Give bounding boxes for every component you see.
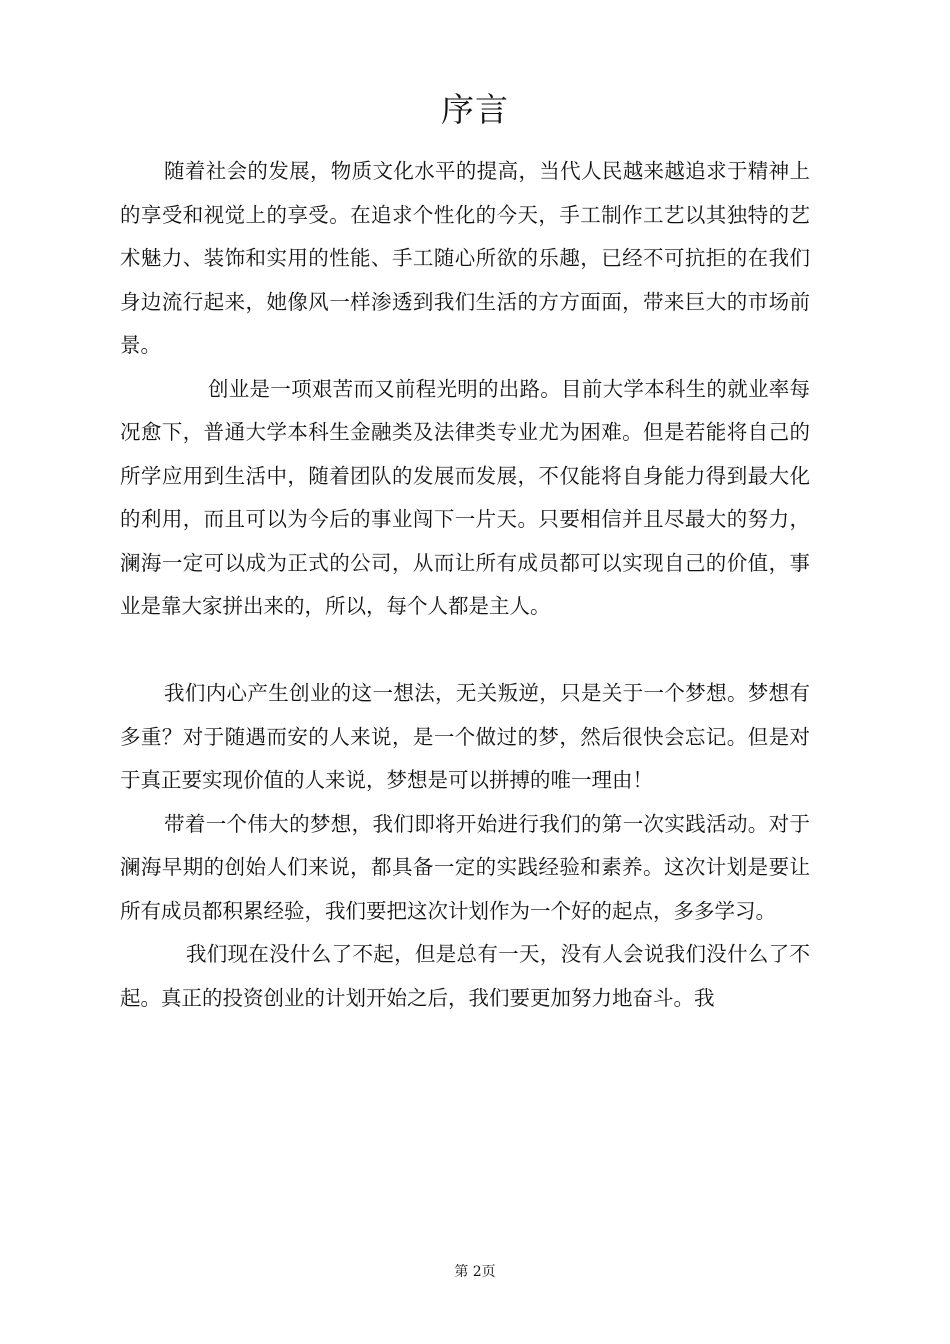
paragraph-2: 创业是一项艰苦而又前程光明的出路。目前大学本科生的就业率每况愈下，普通大学本科生金融类及法律类专业尤为困难。但是若能将自己的所学应用到生活中，随着团队的发展而发展，不仅能将自身能力得到最大化的利用，而且可以为今后的事业闯下一片天。只要相信并且尽最大的努力，澜海一定可以成为正式的公司，从而让所有成员都可以实现自己的价值，事业是靠大家拼出来的，所以，每个人都是主人。 [120,376,810,618]
page-title: 序言 [441,90,509,129]
paragraph-4: 带着一个伟大的梦想，我们即将开始进行我们的第一次实践活动。对于澜海早期的创始人们来说，都具备一定的实践经验和素养。这次计划是要让所有成员都积累经验，我们要把这次计划作为一个好的起点，多多学习。 [120,811,810,923]
paragraph-1: 随着社会的发展，物质文化水平的提高，当代人民越来越追求于精神上的享受和视觉上的享受。在追求个性化的今天，手工制作工艺以其独特的艺术魅力、装饰和实用的性能、手工随心所欲的乐趣，已经不可抗拒的在我们身边流行起来，她像风一样渗透到我们生活的方方面面，带来巨大的市场前景。 [120,159,810,357]
paragraph-5: 我们现在没什么了不起，但是总有一天，没有人会说我们没什么了不起。真正的投资创业的计划开始之后，我们要更加努力地奋斗。我 [120,942,810,1010]
page-number: 第 2页 [454,1264,496,1280]
paragraph-3: 我们内心产生创业的这一想法，无关叛逆，只是关于一个梦想。梦想有多重？对于随遇而安的人来说，是一个做过的梦，然后很快会忘记。但是对于真正要实现价值的人来说，梦想是可以拼搏的唯一理由！ [120,681,810,792]
document-body [120,150,810,1020]
